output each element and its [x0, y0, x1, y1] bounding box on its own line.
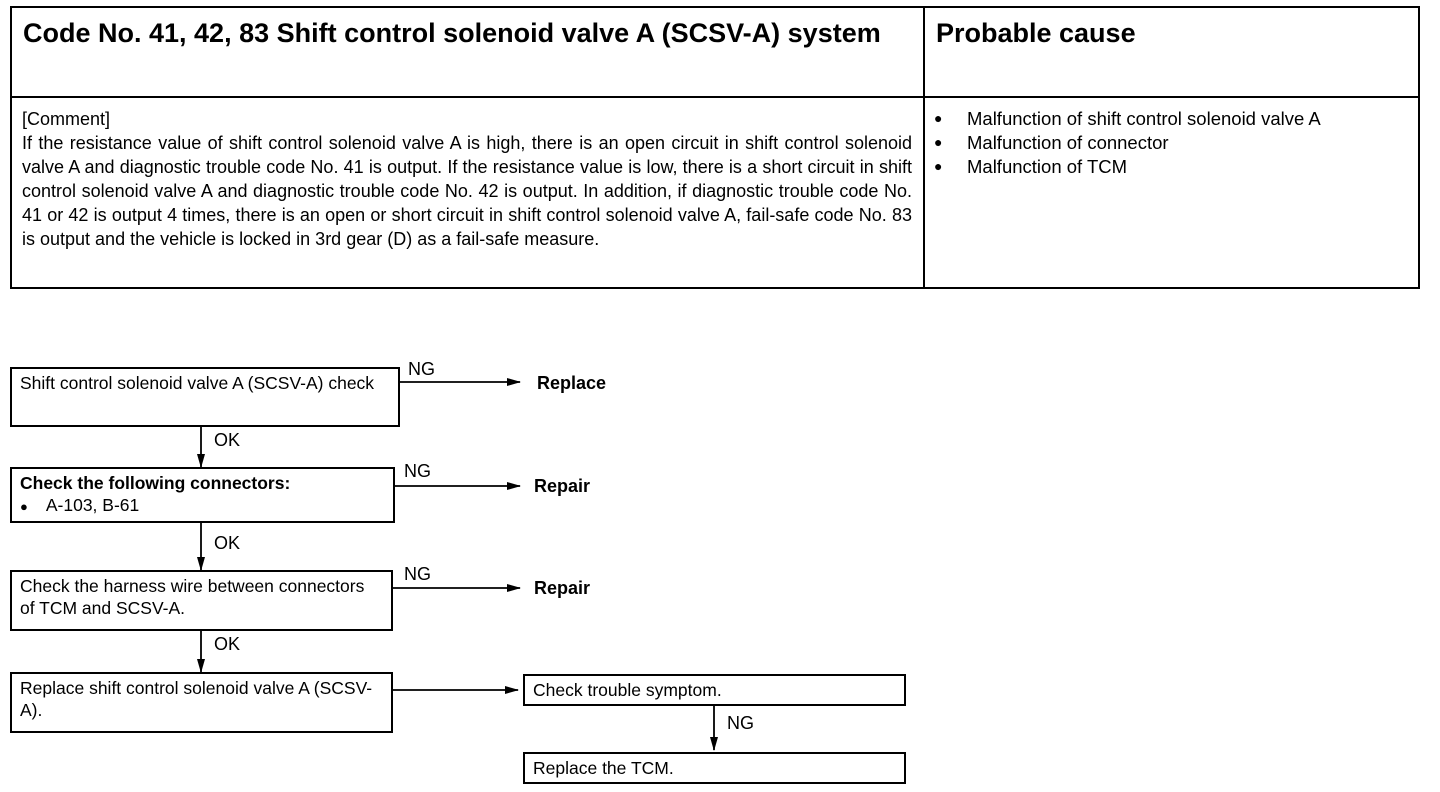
code-title: Code No. 41, 42, 83 Shift control solenoid valve A (SCSV-A) system: [23, 18, 881, 48]
action-replace: Replace: [537, 373, 607, 393]
cause-item: ● Malfunction of connector: [934, 131, 1411, 155]
ng-label-2: NG: [404, 461, 431, 481]
action-repair-2: Repair: [534, 578, 591, 598]
cause-item: ● Malfunction of shift control solenoid valve A: [934, 107, 1411, 131]
step-replace-scsv: Replace shift control solenoid valve A (SCSV-A).: [10, 672, 393, 733]
ok-label-3: OK: [214, 634, 241, 654]
ok-label-2: OK: [214, 533, 241, 553]
step-replace-tcm: Replace the TCM.: [523, 752, 906, 784]
connector-ids: A-103, B-61: [45, 495, 140, 515]
ng-label-1: NG: [408, 359, 435, 379]
bullet-icon: ●: [20, 499, 28, 514]
comment-text: If the resistance value of shift control solenoid valve A is high, there is an open circuit in shift control solenoid valve A and diagnostic trouble code No. 41 is output. If the resistance value is low, there is a short circuit in shift control solenoid valve A and diagnostic trouble code No. 42 is output. In addition, if diagnostic trouble code No. 41 or 42 is output 4 times, there is an open or short circuit in shift control solenoid valve A, fail-safe code No. 83 is output and the vehicle is locked in 3rd gear (D) as a fail-safe measure.: [22, 133, 912, 249]
step-connector-check: [10, 467, 395, 523]
connector-list-item: [20, 494, 385, 518]
step-harness-check: Check the harness wire between connectors of TCM and SCSV-A.: [10, 570, 393, 631]
step-scsv-check: Shift control solenoid valve A (SCSV-A) check: [10, 367, 400, 427]
step-check-symptom: Check trouble symptom.: [523, 674, 906, 706]
ok-label-1: OK: [214, 430, 241, 450]
cause-item: ● Malfunction of TCM: [934, 155, 1411, 179]
ng-label-4: NG: [727, 713, 754, 733]
connector-check-title: Check the following connectors:: [20, 473, 291, 493]
ng-label-3: NG: [404, 564, 431, 584]
action-repair-1: Repair: [534, 476, 591, 496]
probable-cause-header: Probable cause: [936, 18, 1136, 48]
comment-label: [Comment]: [22, 109, 111, 129]
